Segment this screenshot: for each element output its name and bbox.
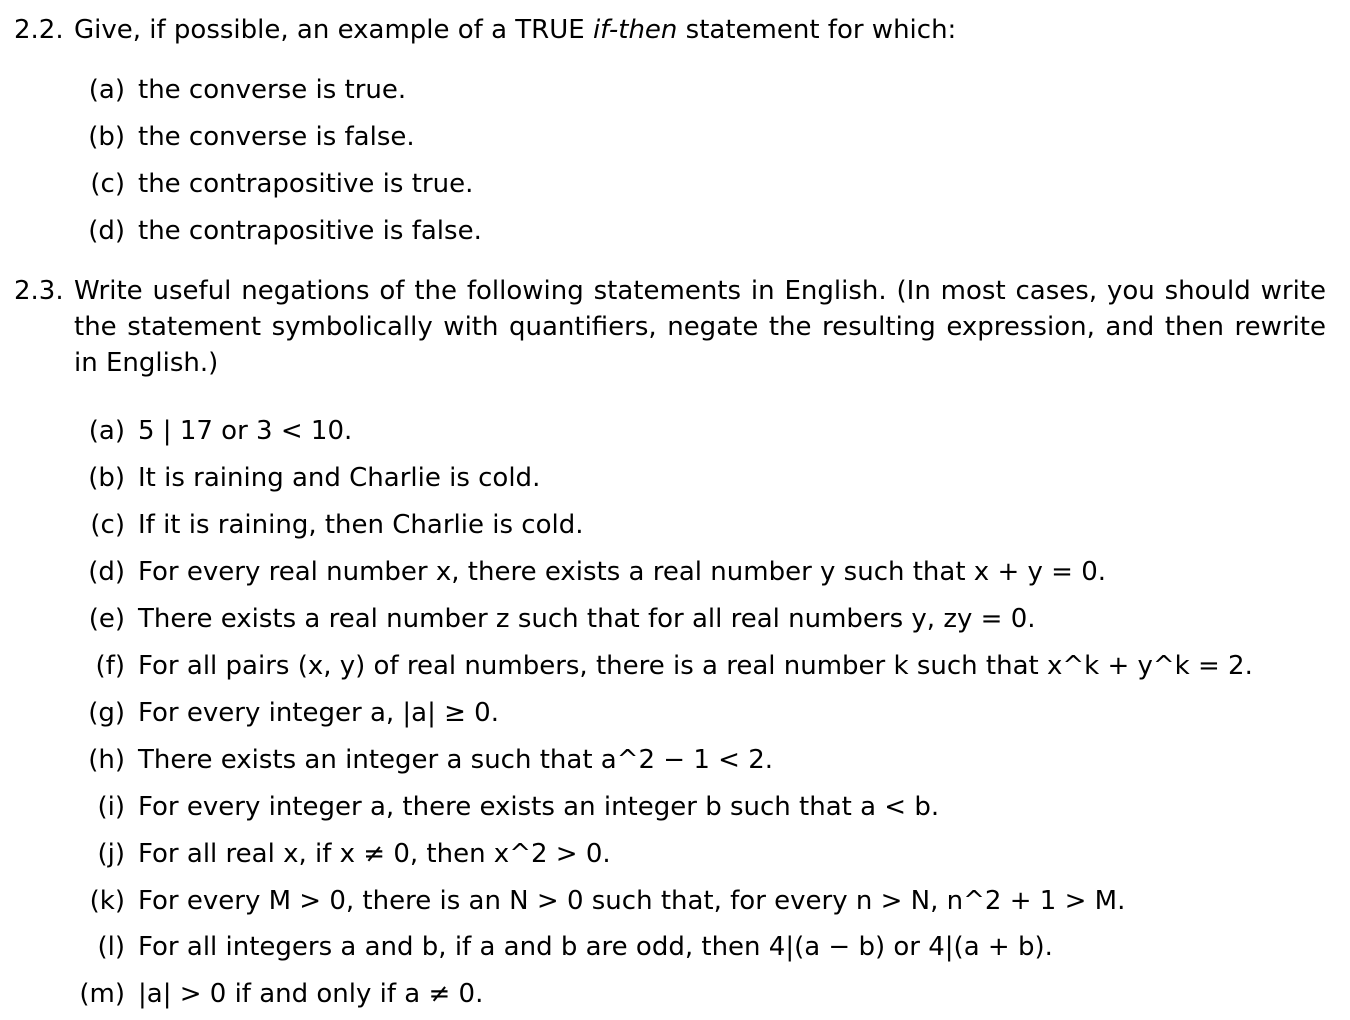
item-label: (k) xyxy=(89,886,125,916)
problem-intro: Write useful negations of the following statements in English. (In most cases, you should write the statement symbolically with quantifiers, negate the resulting expression, and then rewrite in English.) xyxy=(74,276,1326,378)
list-item xyxy=(0,693,1350,733)
list-item xyxy=(0,505,1350,545)
item-text: |a| > 0 if and only if a ≠ 0. xyxy=(138,979,484,1009)
list-item xyxy=(0,927,1350,967)
item-text: For every M > 0, there is an N > 0 such that, for every n > N, n^2 + 1 > M. xyxy=(138,886,1126,916)
list-item xyxy=(0,599,1350,639)
item-text: It is raining and Charlie is cold. xyxy=(138,463,541,493)
item-label: (l) xyxy=(97,932,125,962)
item-text: For every real number x, there exists a real number y such that x + y = 0. xyxy=(138,557,1107,587)
list-item xyxy=(0,458,1350,498)
item-text: There exists an integer a such that a^2 − 1 < 2. xyxy=(138,745,774,775)
item-text: For every integer a, |a| ≥ 0. xyxy=(138,698,499,728)
item-label: (m) xyxy=(79,979,125,1009)
list-item xyxy=(0,787,1350,827)
intro-italic: if-then xyxy=(592,15,678,45)
list-item xyxy=(0,834,1350,874)
problem-number: 2.2. xyxy=(14,15,64,45)
item-text: For all real x, if x ≠ 0, then x^2 > 0. xyxy=(138,839,611,869)
item-label: (a) xyxy=(88,416,125,446)
item-label: (i) xyxy=(97,792,125,822)
item-text: the converse is false. xyxy=(138,122,415,152)
list-item xyxy=(0,70,1350,110)
item-text: the converse is true. xyxy=(138,75,407,105)
item-label: (e) xyxy=(88,604,125,634)
list-item xyxy=(0,740,1350,780)
item-label: (c) xyxy=(90,169,125,199)
item-label: (b) xyxy=(88,463,125,493)
item-text: For all integers a and b, if a and b are odd, then 4|(a − b) or 4|(a + b). xyxy=(138,932,1053,962)
item-label: (a) xyxy=(88,75,125,105)
item-label: (b) xyxy=(88,122,125,152)
item-label: (f) xyxy=(95,651,125,681)
item-text: For all pairs (x, y) of real numbers, there is a real number k such that x^k + y^k = 2. xyxy=(138,651,1253,681)
item-label: (d) xyxy=(88,216,125,246)
intro-part: statement for which: xyxy=(677,15,957,45)
list-item xyxy=(0,411,1350,451)
intro-part: Give, if possible, an example of a TRUE xyxy=(74,15,593,45)
list-item xyxy=(0,881,1350,921)
item-label: (d) xyxy=(88,557,125,587)
item-label: (g) xyxy=(88,698,125,728)
item-label: (h) xyxy=(88,745,125,775)
item-label: (c) xyxy=(90,510,125,540)
problem-intro xyxy=(74,12,1326,48)
item-text: There exists a real number z such that for all real numbers y, zy = 0. xyxy=(138,604,1036,634)
list-item xyxy=(0,117,1350,157)
item-label: (j) xyxy=(97,839,125,869)
item-text: the contrapositive is false. xyxy=(138,216,482,246)
list-item xyxy=(0,211,1350,251)
problem-number: 2.3. xyxy=(14,276,64,306)
item-text: For every integer a, there exists an integer b such that a < b. xyxy=(138,792,940,822)
list-item xyxy=(0,164,1350,204)
list-item xyxy=(0,552,1350,592)
list-item xyxy=(0,974,1350,1014)
item-text: 5 | 17 or 3 < 10. xyxy=(138,416,353,446)
list-item xyxy=(0,646,1350,686)
item-text: the contrapositive is true. xyxy=(138,169,474,199)
item-text: If it is raining, then Charlie is cold. xyxy=(138,510,584,540)
